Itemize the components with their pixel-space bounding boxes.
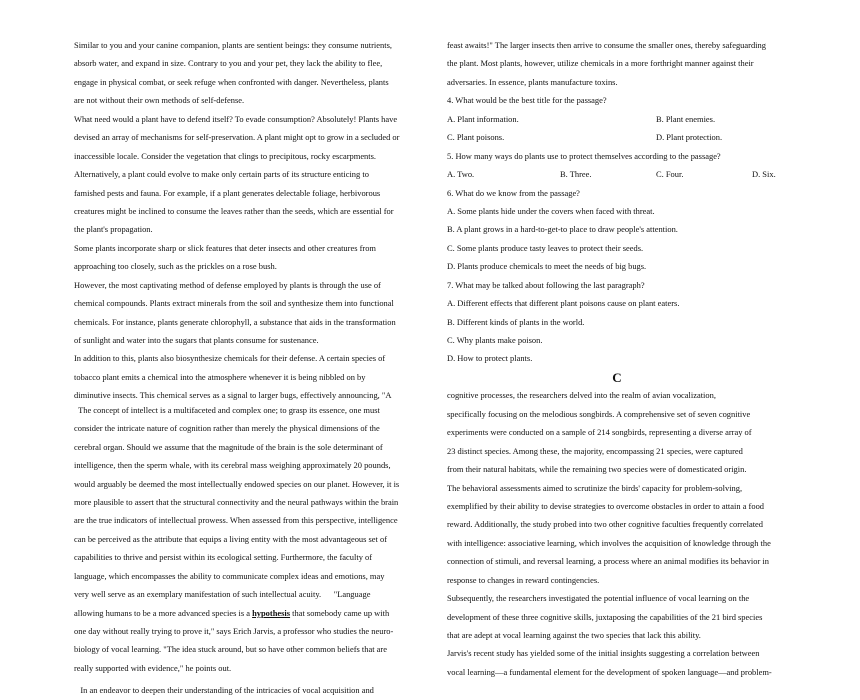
text-line: from their natural habitats, while the remaining two species were of domesticated origin. <box>447 464 747 475</box>
text-line: consider the intricate nature of cognition rather than merely the physical dimensions of the <box>74 423 380 434</box>
text-line: vocal learning—a fundamental element for the development of spoken language—and problem- <box>447 666 772 677</box>
passage-c-text <box>74 401 410 700</box>
text-line: Jarvis's recent study has yielded some of the initial insights suggesting a correlation between <box>447 648 760 659</box>
text-line: devised an array of mechanisms for self-preservation. A plant might opt to grow in a secluded or <box>74 132 400 143</box>
text-line: adversaries. In essence, plants manufacture toxins. <box>447 76 618 87</box>
option-d[interactable]: D. Six. <box>752 169 776 180</box>
text-line: of sunlight and water into the sugars that plants consume for sustenance. <box>74 335 319 345</box>
text-line: capabilities to thrive and persist within its ecological setting. Furthermore, the faculty of <box>74 552 373 563</box>
text-line: development of these three cognitive skills, juxtaposing the capabilities of the 21 bird species <box>447 611 763 622</box>
text-line: biology of vocal learning. "The idea stuck around, but so have other common beliefs that are <box>74 644 387 655</box>
text-line: Subsequently, the researchers investigated the potential influence of vocal learning on the <box>447 593 750 604</box>
option-d[interactable]: D. Plant protection. <box>656 132 723 143</box>
text-line: chemicals. For instance, plants generate chlorophyll, a substance that aids in the transformation <box>74 316 396 327</box>
left-column <box>74 36 410 700</box>
text-line: would arguably be deemed the most intellectually endowed species on our planet. However, it is <box>74 478 400 489</box>
text-line: the plant's propagation. <box>74 224 153 235</box>
text-line: cognitive processes, the researchers delved into the realm of avian vocalization, <box>447 390 716 401</box>
text-line <box>74 604 410 622</box>
text-line: that are adept at vocal learning against the two species that lack this ability. <box>447 630 701 640</box>
text-line: really supported with evidence," he points out. <box>74 662 232 673</box>
option-b[interactable]: B. Different kinds of plants in the world. <box>447 316 585 327</box>
text-line: inaccessible locale. Consider the vegetation that clings to precipitous, rocky escarpments. <box>74 150 377 161</box>
text-line: Similar to you and your canine companion, plants are sentient beings: they consume nutrients, <box>74 40 392 50</box>
text-line: are not without their own methods of self-defense. <box>74 95 245 106</box>
option-c[interactable]: C. Four. <box>656 169 684 180</box>
text-line: approaching too closely, such as the prickles on a rose bush. <box>74 261 277 272</box>
passage-b-text <box>74 36 410 405</box>
option-b[interactable]: B. Three. <box>560 169 592 180</box>
text-line: engage in physical combat, or seek refuge when confronted with danger. Nevertheless, plants <box>74 76 389 87</box>
option-d[interactable]: D. How to protect plants. <box>447 353 533 364</box>
option-a[interactable]: A. Some plants hide under the covers when faced with threat. <box>447 205 655 216</box>
question-7: 7. What may be talked about following the last paragraph? <box>447 279 645 290</box>
text-line: Alternatively, a plant could evolve to make only certain parts of its structure enticing to <box>74 169 369 180</box>
text-line: reward. Additionally, the study probed into two other cognitive faculties frequently correlated <box>447 519 763 530</box>
section-heading-c: C <box>612 369 622 385</box>
text-line: In an endeavor to deepen their understanding of the intricacies of vocal acquisition and <box>74 685 374 696</box>
text-line: with intelligence: associative learning, which involves the acquisition of knowledge through the <box>447 537 771 548</box>
text-line: In addition to this, plants also biosynthesize chemicals for their defense. A certain species of <box>74 353 386 364</box>
text-line: very well serve as an exemplary manifestation of such intellectual acuity. "Language <box>74 589 371 600</box>
question-4-options-row2 <box>447 128 787 146</box>
passage-c-continuation <box>447 386 787 681</box>
option-b[interactable]: B. Plant enemies. <box>656 113 716 124</box>
text-line: Some plants incorporate sharp or slick features that deter insects and other creatures from <box>74 242 376 253</box>
text-line: The concept of intellect is a multifaceted and complex one; to grasp its essence, one must <box>74 404 380 415</box>
option-c[interactable]: C. Why plants make poison. <box>447 335 543 345</box>
text-line: chemical compounds. Plants extract minerals from the soil and synthesize them into functional <box>74 298 394 309</box>
question-5-options <box>447 165 787 183</box>
question-6: 6. What do we know from the passage? <box>447 187 580 198</box>
question-4: 4. What would be the best title for the passage? <box>447 95 607 106</box>
text-line: The behavioral assessments aimed to scrutinize the birds' capacity for problem-solving, <box>447 482 743 493</box>
right-column <box>447 36 787 681</box>
text-line: famished pests and fauna. For example, if a plant generates delectable foliage, herbivorous <box>74 187 381 198</box>
option-b[interactable]: B. A plant grows in a hard-to-get-to place to draw people's attention. <box>447 224 678 235</box>
text-line: intelligence, then the sperm whale, with its cerebral mass weighing approximately 20 pounds, <box>74 460 391 471</box>
text-line: creatures might be inclined to consume the leaves rather than the seeds, which are essential for <box>74 205 394 216</box>
option-a[interactable]: A. Different effects that different plant poisons cause on plant eaters. <box>447 298 680 309</box>
text-line: tobacco plant emits a chemical into the atmosphere whenever it is being nibbled on by <box>74 371 366 382</box>
question-5: 5. How many ways do plants use to protect themselves according to the passage? <box>447 150 721 161</box>
option-c[interactable]: C. Plant poisons. <box>447 132 505 143</box>
text-fragment: allowing humans to be a more advanced species is a <box>74 607 253 618</box>
text-line: experiments were conducted on a sample of 214 songbirds, representing a diverse array of <box>447 427 752 438</box>
text-fragment: that somebody came up with <box>290 607 390 618</box>
text-line: However, the most captivating method of defense employed by plants is through the use of <box>74 279 381 290</box>
text-line: What need would a plant have to defend itself? To evade consumption? Absolutely! Plants have <box>74 113 398 124</box>
text-line: exemplified by their ability to devise strategies to overcome obstacles in order to attain a food <box>447 500 765 511</box>
text-line: more plausible to assert that the structural connectivity and the neural pathways within the brain <box>74 496 399 507</box>
text-line: diminutive insects. This chemical serves as a signal to larger bugs, effectively announcing, "A <box>74 390 392 401</box>
text-line: are the true indicators of intellectual prowess. When assessed from this perspective, intelligence <box>74 515 398 526</box>
hypothesis-word: hypothesis <box>252 607 291 618</box>
option-a[interactable]: A. Two. <box>447 169 475 180</box>
text-line: one day without really trying to prove it," says Erich Jarvis, a professor who studies the neuro- <box>74 626 394 636</box>
text-line: language, which encompasses the ability to communicate complex ideas and emotions, may <box>74 570 385 581</box>
question-4-options-row1 <box>447 110 787 128</box>
text-line: 23 distinct species. Among these, the majority, encompassing 21 species, were captured <box>447 445 743 456</box>
option-c[interactable]: C. Some plants produce tasty leaves to protect their seeds. <box>447 242 644 253</box>
option-a[interactable]: A. Plant information. <box>447 113 519 124</box>
text-line: feast awaits!" The larger insects then arrive to consume the smaller ones, thereby safeguarding <box>447 40 766 50</box>
text-line: connection of stimuli, and reversal learning, a process where an animal modifies its behavior in <box>447 556 769 567</box>
text-line: can be perceived as the attribute that equips a living entity with the most advantageous set of <box>74 533 388 544</box>
text-line: specifically focusing on the melodious songbirds. A comprehensive set of seven cognitive <box>447 408 751 419</box>
text-line: response to changes in reward contingencies. <box>447 574 600 585</box>
text-line: cerebral organ. Should we assume that the magnitude of the brain is the sole determinant of <box>74 441 383 452</box>
text-line: the plant. Most plants, however, utilize chemicals in a more forthright manner against their <box>447 58 754 69</box>
text-line: absorb water, and expand in size. Contrary to you and your pet, they lack the ability to flee, <box>74 58 383 69</box>
option-d[interactable]: D. Plants produce chemicals to meet the needs of big bugs. <box>447 261 647 272</box>
